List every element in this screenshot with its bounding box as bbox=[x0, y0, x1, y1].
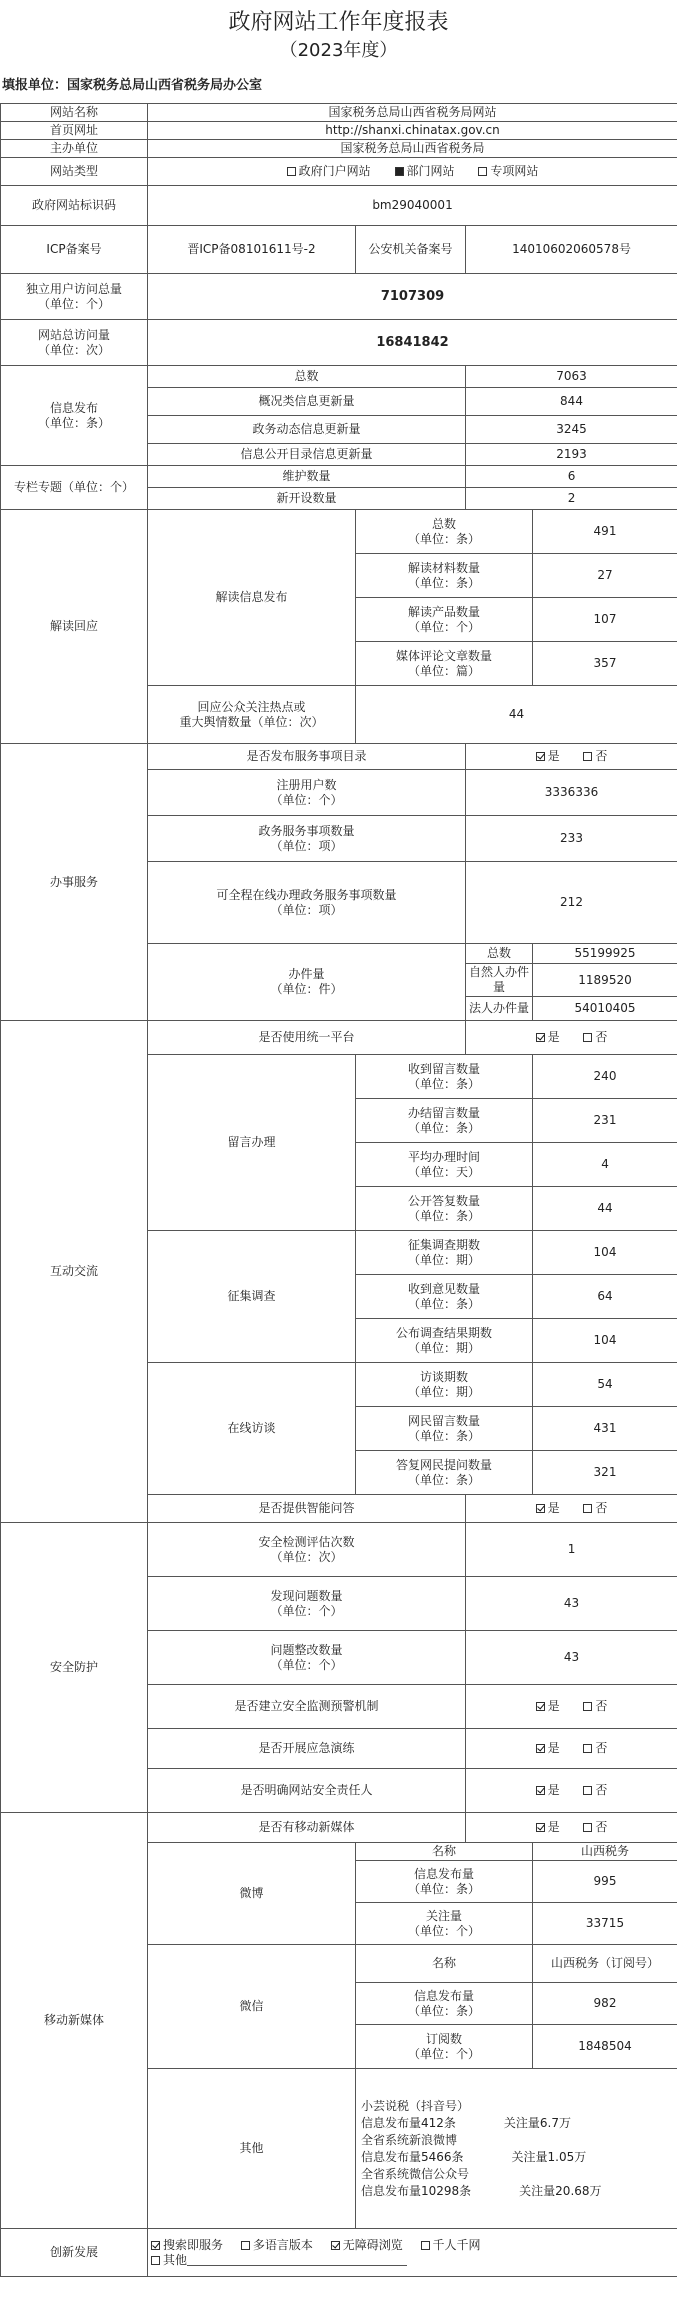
row-site-host bbox=[1, 140, 677, 158]
option-no[interactable]: 否 bbox=[583, 1820, 607, 1835]
checkbox-checked-icon bbox=[151, 2241, 160, 2250]
interact-row-label: 答复网民提问数量 （单位：条） bbox=[356, 1451, 533, 1495]
checkbox-unchecked-icon bbox=[583, 1504, 592, 1513]
media-weibo-name: 山西税务 bbox=[533, 1843, 677, 1861]
service-items-label: 政务服务事项数量 （单位：项） bbox=[148, 816, 466, 862]
media-has-options bbox=[466, 1813, 677, 1843]
site-id-value: bm29040001 bbox=[148, 186, 677, 226]
media-wechat-name: 山西税务（订阅号） bbox=[533, 1945, 677, 1983]
media-row-label: 信息发布量 （单位：条） bbox=[356, 1983, 533, 2025]
other-fill-line bbox=[187, 2255, 407, 2266]
interact-row-value: 104 bbox=[533, 1319, 677, 1363]
icp-value: 晋ICP备08101611号-2 bbox=[148, 226, 356, 274]
info-row-value: 844 bbox=[466, 388, 677, 416]
row-interact-platform bbox=[1, 1021, 677, 1055]
interact-row-label: 办结留言数量 （单位：条） bbox=[356, 1099, 533, 1143]
innovation-options bbox=[148, 2229, 677, 2277]
option-no[interactable]: 否 bbox=[583, 1783, 607, 1798]
media-other-line: 全省系统新浪微博 bbox=[361, 2132, 458, 2147]
option-yes[interactable]: 是 bbox=[536, 749, 560, 764]
media-other-label: 其他 bbox=[148, 2069, 356, 2229]
row-interpret-total bbox=[1, 510, 677, 554]
police-value: 14010602060578号 bbox=[466, 226, 677, 274]
interpret-row-label: 解读材料数量 （单位：条） bbox=[356, 554, 533, 598]
service-reg-label: 注册用户数 （单位：个） bbox=[148, 770, 466, 816]
service-catalog-options bbox=[466, 744, 677, 770]
media-other-line: 小芸说税（抖音号） bbox=[361, 2098, 470, 2113]
option-yes[interactable]: 是 bbox=[536, 1501, 560, 1516]
media-has-label: 是否有移动新媒体 bbox=[148, 1813, 466, 1843]
interpret-publish-label: 解读信息发布 bbox=[148, 510, 356, 686]
security-monitor-label: 是否建立安全监测预警机制 bbox=[148, 1685, 466, 1729]
security-section-label: 安全防护 bbox=[1, 1523, 148, 1813]
info-row-value: 2193 bbox=[466, 444, 677, 466]
checkbox-unchecked-icon bbox=[583, 1786, 592, 1795]
row-service-catalog bbox=[1, 744, 677, 770]
interact-row-label: 公开答复数量 （单位：条） bbox=[356, 1187, 533, 1231]
service-cases-row-label: 总数 bbox=[466, 944, 533, 964]
media-weibo-follow: 33715 bbox=[533, 1903, 677, 1945]
option-no[interactable]: 否 bbox=[583, 1699, 607, 1714]
checkbox-unchecked-icon bbox=[583, 1744, 592, 1753]
pv-value: 16841842 bbox=[148, 320, 677, 366]
innovation-multilang[interactable]: 多语言版本 bbox=[241, 2238, 313, 2253]
security-row-label: 发现问题数量 （单位：个） bbox=[148, 1577, 466, 1631]
checkbox-unchecked-icon bbox=[421, 2241, 430, 2250]
interact-row-value: 431 bbox=[533, 1407, 677, 1451]
service-items-value: 233 bbox=[466, 816, 677, 862]
row-innovation bbox=[1, 2229, 677, 2277]
column-row-value: 6 bbox=[466, 466, 677, 488]
interact-row-value: 240 bbox=[533, 1055, 677, 1099]
interact-row-label: 网民留言数量 （单位：条） bbox=[356, 1407, 533, 1451]
interact-row-label: 访谈期数 （单位：期） bbox=[356, 1363, 533, 1407]
interact-row-label: 收到留言数量 （单位：条） bbox=[356, 1055, 533, 1099]
site-id-label: 政府网站标识码 bbox=[1, 186, 148, 226]
column-row-value: 2 bbox=[466, 488, 677, 510]
service-cases-label: 办件量 （单位：件） bbox=[148, 944, 466, 1021]
security-drill-label: 是否开展应急演练 bbox=[148, 1729, 466, 1769]
media-weibo-posts: 995 bbox=[533, 1861, 677, 1903]
checkbox-unchecked-icon bbox=[583, 1823, 592, 1832]
site-type-label: 网站类型 bbox=[1, 158, 148, 186]
service-online-value: 212 bbox=[466, 862, 677, 944]
interact-ai-options bbox=[466, 1495, 677, 1523]
service-catalog-label: 是否发布服务事项目录 bbox=[148, 744, 466, 770]
security-owner-label: 是否明确网站安全责任人 bbox=[148, 1769, 466, 1813]
option-yes[interactable]: 是 bbox=[536, 1741, 560, 1756]
column-section-label: 专栏专题（单位：个） bbox=[1, 466, 148, 510]
report-title: 政府网站工作年度报表 bbox=[228, 10, 449, 35]
media-other-content bbox=[356, 2069, 677, 2229]
row-security-checks bbox=[1, 1523, 677, 1577]
info-section-label: 信息发布 （单位：条） bbox=[1, 366, 148, 466]
info-row-label: 信息公开目录信息更新量 bbox=[148, 444, 466, 466]
option-no[interactable]: 否 bbox=[583, 749, 607, 764]
info-row-value: 3245 bbox=[466, 416, 677, 444]
option-yes[interactable]: 是 bbox=[536, 1030, 560, 1045]
interact-platform-label: 是否使用统一平台 bbox=[148, 1021, 466, 1055]
site-url-label: 首页网址 bbox=[1, 122, 148, 140]
checkbox-unchecked-icon bbox=[478, 167, 487, 176]
interpret-response-label: 回应公众关注热点或 重大舆情数量（单位：次） bbox=[148, 686, 356, 744]
row-site-url bbox=[1, 122, 677, 140]
checkbox-checked-icon bbox=[536, 1786, 545, 1795]
info-row-label: 政务动态信息更新量 bbox=[148, 416, 466, 444]
site-type-options bbox=[148, 158, 677, 186]
interact-row-value: 104 bbox=[533, 1231, 677, 1275]
innovation-other[interactable]: 其他 bbox=[151, 2253, 407, 2268]
media-row-label: 关注量 （单位：个） bbox=[356, 1903, 533, 1945]
checkbox-checked-icon bbox=[536, 1744, 545, 1753]
interact-row-value: 231 bbox=[533, 1099, 677, 1143]
option-no[interactable]: 否 bbox=[583, 1501, 607, 1516]
site-host-label: 主办单位 bbox=[1, 140, 148, 158]
site-name-label: 网站名称 bbox=[1, 104, 148, 122]
media-section-label: 移动新媒体 bbox=[1, 1813, 148, 2229]
security-row-value: 43 bbox=[466, 1577, 677, 1631]
interact-row-label: 公布调查结果期数 （单位：期） bbox=[356, 1319, 533, 1363]
checkbox-filled-icon bbox=[395, 167, 404, 176]
pv-label: 网站总访问量 （单位：次） bbox=[1, 320, 148, 366]
media-other-line: 信息发布量412条 关注量6.7万 bbox=[361, 2115, 571, 2130]
interact-section-label: 互动交流 bbox=[1, 1021, 148, 1523]
service-reg-value: 3336336 bbox=[466, 770, 677, 816]
interact-row-label: 征集调查期数 （单位：期） bbox=[356, 1231, 533, 1275]
option-no[interactable]: 否 bbox=[583, 1030, 607, 1045]
media-wechat-label: 微信 bbox=[148, 1945, 356, 2069]
interact-row-value: 54 bbox=[533, 1363, 677, 1407]
checkbox-checked-icon bbox=[331, 2241, 340, 2250]
interpret-row-label: 解读产品数量 （单位：个） bbox=[356, 598, 533, 642]
checkbox-unchecked-icon bbox=[241, 2241, 250, 2250]
interpret-row-label: 总数 （单位：条） bbox=[356, 510, 533, 554]
security-row-label: 安全检测评估次数 （单位：次） bbox=[148, 1523, 466, 1577]
interact-msg-label: 留言办理 bbox=[148, 1055, 356, 1231]
interact-row-value: 44 bbox=[533, 1187, 677, 1231]
service-cases-row-value: 55199925 bbox=[533, 944, 677, 964]
report-year: （2023年度） bbox=[279, 40, 398, 61]
media-wechat-subs: 1848504 bbox=[533, 2025, 677, 2069]
checkbox-checked-icon bbox=[536, 752, 545, 761]
media-row-label: 订阅数 （单位：个） bbox=[356, 2025, 533, 2069]
interpret-row-value: 27 bbox=[533, 554, 677, 598]
uv-value: 7107309 bbox=[148, 274, 677, 320]
site-type-special[interactable]: 专项网站 bbox=[478, 164, 538, 179]
reporting-unit: 填报单位：国家税务总局山西省税务局办公室 bbox=[2, 78, 263, 93]
innovation-section-label: 创新发展 bbox=[1, 2229, 148, 2277]
icp-label: ICP备案号 bbox=[1, 226, 148, 274]
site-host-value: 国家税务总局山西省税务局 bbox=[148, 140, 677, 158]
interact-row-label: 平均办理时间 （单位：天） bbox=[356, 1143, 533, 1187]
security-drill-options bbox=[466, 1729, 677, 1769]
option-no[interactable]: 否 bbox=[583, 1741, 607, 1756]
service-section-label: 办事服务 bbox=[1, 744, 148, 1021]
interact-platform-options bbox=[466, 1021, 677, 1055]
info-row-label: 总数 bbox=[148, 366, 466, 388]
media-other-line: 信息发布量5466条 关注量1.05万 bbox=[361, 2149, 587, 2164]
row-site-type bbox=[1, 158, 677, 186]
innovation-search[interactable]: 搜索即服务 bbox=[151, 2238, 223, 2253]
uv-label: 独立用户访问总量 （单位：个） bbox=[1, 274, 148, 320]
interpret-row-label: 媒体评论文章数量 （单位：篇） bbox=[356, 642, 533, 686]
security-monitor-options bbox=[466, 1685, 677, 1729]
checkbox-unchecked-icon bbox=[583, 1702, 592, 1711]
media-other-line: 全省系统微信公众号 bbox=[361, 2166, 470, 2181]
interpret-row-value: 357 bbox=[533, 642, 677, 686]
site-url-value: http://shanxi.chinatax.gov.cn bbox=[148, 122, 677, 140]
row-info-total bbox=[1, 366, 677, 388]
checkbox-unchecked-icon bbox=[583, 1033, 592, 1042]
site-type-department[interactable]: 部门网站 bbox=[395, 164, 455, 179]
info-row-value: 7063 bbox=[466, 366, 677, 388]
row-uv bbox=[1, 274, 677, 320]
site-type-portal[interactable]: 政府门户网站 bbox=[287, 164, 371, 179]
row-pv bbox=[1, 320, 677, 366]
media-name-label: 名称 bbox=[356, 1843, 533, 1861]
interact-row-label: 收到意见数量 （单位：条） bbox=[356, 1275, 533, 1319]
media-wechat-posts: 982 bbox=[533, 1983, 677, 2025]
column-row-label: 新开设数量 bbox=[148, 488, 466, 510]
checkbox-checked-icon bbox=[536, 1033, 545, 1042]
innovation-personal[interactable]: 千人千网 bbox=[421, 2238, 481, 2253]
interact-row-value: 4 bbox=[533, 1143, 677, 1187]
service-cases-row-label: 自然人办件量 bbox=[466, 964, 533, 997]
service-cases-row-value: 1189520 bbox=[533, 964, 677, 997]
checkbox-unchecked-icon bbox=[151, 2256, 160, 2265]
interpret-section-label: 解读回应 bbox=[1, 510, 148, 744]
row-media-has bbox=[1, 1813, 677, 1843]
row-site-id bbox=[1, 186, 677, 226]
service-online-label: 可全程在线办理政务服务事项数量 （单位：项） bbox=[148, 862, 466, 944]
innovation-accessible[interactable]: 无障碍浏览 bbox=[331, 2238, 403, 2253]
info-row-label: 概况类信息更新量 bbox=[148, 388, 466, 416]
interpret-row-value: 491 bbox=[533, 510, 677, 554]
checkbox-unchecked-icon bbox=[583, 752, 592, 761]
security-row-value: 43 bbox=[466, 1631, 677, 1685]
interpret-response-value: 44 bbox=[356, 686, 677, 744]
option-yes[interactable]: 是 bbox=[536, 1783, 560, 1798]
checkbox-checked-icon bbox=[536, 1504, 545, 1513]
interact-talk-label: 在线访谈 bbox=[148, 1363, 356, 1495]
row-column-maintain bbox=[1, 466, 677, 488]
report-table bbox=[0, 103, 677, 2277]
media-other-line: 信息发布量10298条 关注量20.68万 bbox=[361, 2183, 602, 2198]
interact-row-value: 321 bbox=[533, 1451, 677, 1495]
service-cases-row-label: 法人办件量 bbox=[466, 997, 533, 1021]
checkbox-checked-icon bbox=[536, 1823, 545, 1832]
police-label: 公安机关备案号 bbox=[356, 226, 466, 274]
interact-survey-label: 征集调查 bbox=[148, 1231, 356, 1363]
service-cases-row-value: 54010405 bbox=[533, 997, 677, 1021]
row-site-name bbox=[1, 104, 677, 122]
option-yes[interactable]: 是 bbox=[536, 1820, 560, 1835]
checkbox-checked-icon bbox=[536, 1702, 545, 1711]
media-name-label: 名称 bbox=[356, 1945, 533, 1983]
option-yes[interactable]: 是 bbox=[536, 1699, 560, 1714]
site-name-value: 国家税务总局山西省税务局网站 bbox=[148, 104, 677, 122]
security-row-label: 问题整改数量 （单位：个） bbox=[148, 1631, 466, 1685]
checkbox-unchecked-icon bbox=[287, 167, 296, 176]
column-row-label: 维护数量 bbox=[148, 466, 466, 488]
security-owner-options bbox=[466, 1769, 677, 1813]
interpret-row-value: 107 bbox=[533, 598, 677, 642]
media-row-label: 信息发布量 （单位：条） bbox=[356, 1861, 533, 1903]
interact-row-value: 64 bbox=[533, 1275, 677, 1319]
media-weibo-label: 微博 bbox=[148, 1843, 356, 1945]
security-row-value: 1 bbox=[466, 1523, 677, 1577]
row-icp bbox=[1, 226, 677, 274]
interact-ai-label: 是否提供智能问答 bbox=[148, 1495, 466, 1523]
